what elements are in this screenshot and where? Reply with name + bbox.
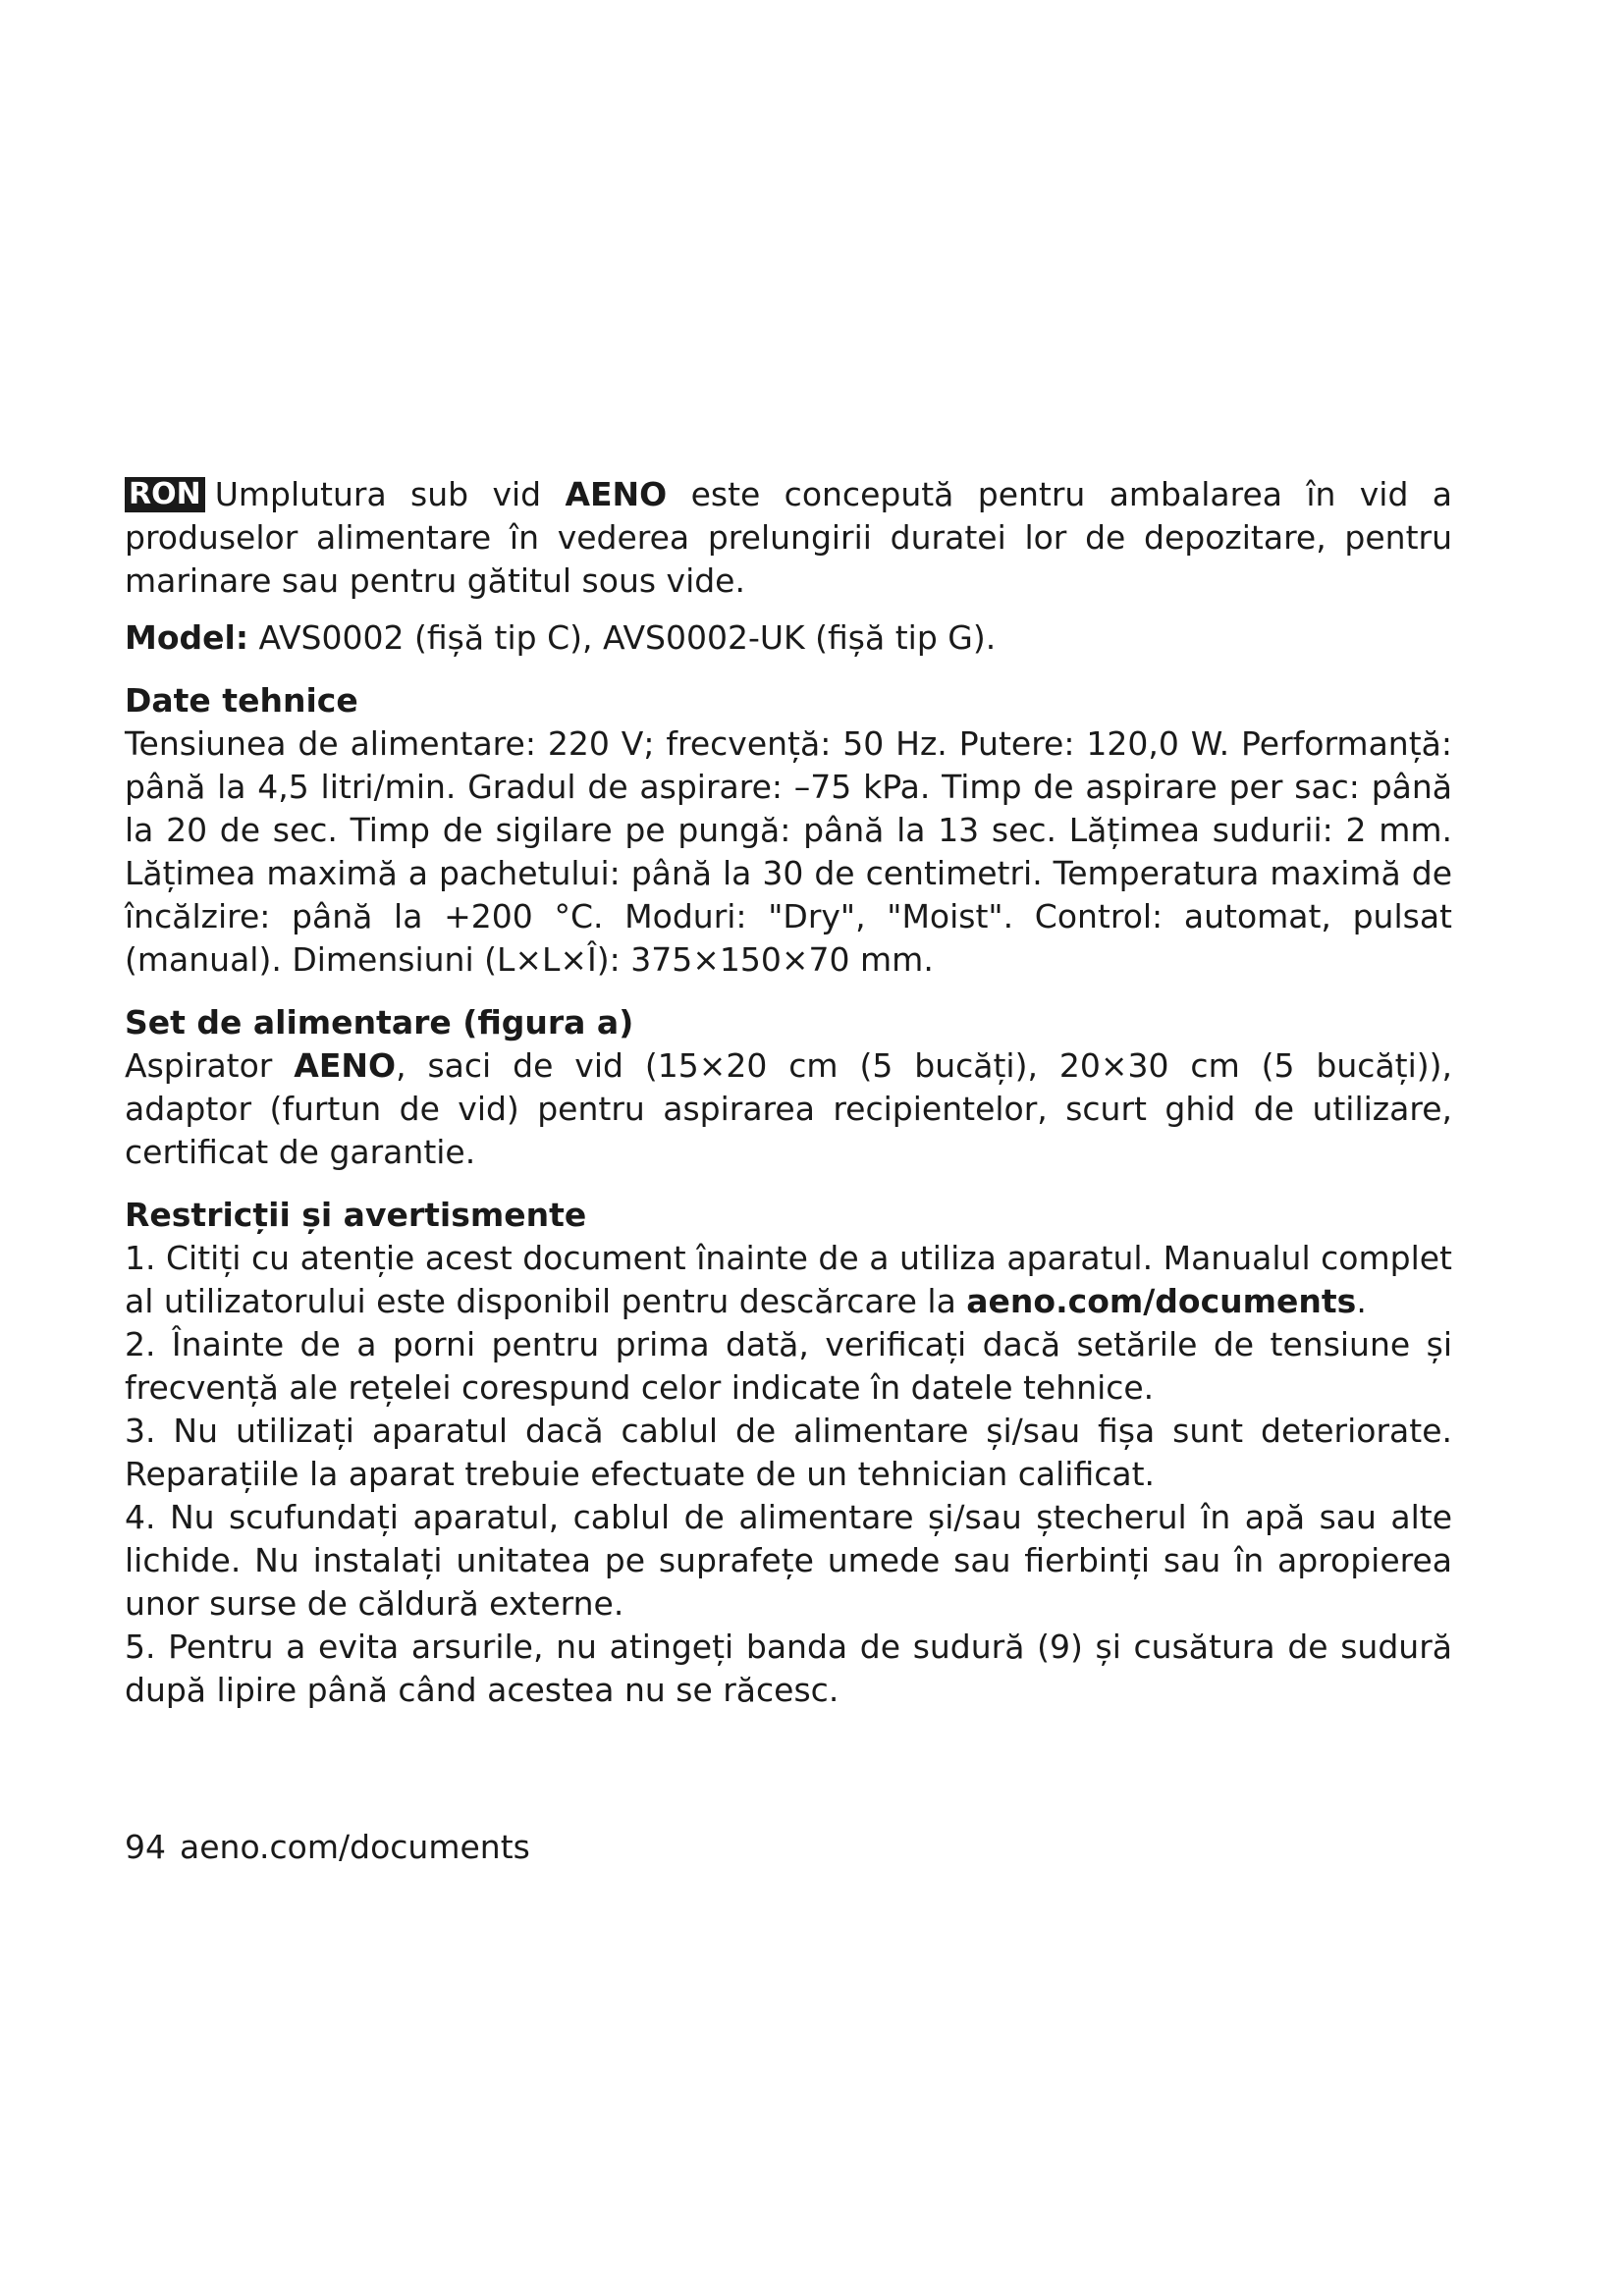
intro-text-start: Umplutura sub vid [214, 475, 566, 513]
set-paragraph [125, 1044, 1452, 1174]
set-text-start: Aspirator [125, 1046, 295, 1085]
restriction-item-1-text: 1. Citiți cu atenție acest document înainte de a utiliza aparatul. Manualul complet al utilizatorului este disponibil pentru descărcare la [125, 1239, 1452, 1320]
intro-paragraph [125, 473, 1452, 603]
restriction-item-1-end: . [1356, 1282, 1367, 1320]
restriction-item-3: 3. Nu utilizați aparatul dacă cablul de alimentare și/sau fișa sunt deteriorate. Reparațiile la aparat trebuie efectuate de un tehnician calificat. [125, 1412, 1452, 1493]
tech-paragraph: Tensiunea de alimentare: 220 V; frecvență: 50 Hz. Putere: 120,0 W. Performanță: până la 4,5 litri/min. Gradul de aspirare: –75 kPa. Timp de aspirare per sac: până la 20 de sec. Timp de sigilare pe pungă: până la 13 sec. Lățimea sudurii: 2 mm. Lățimea maximă a pachetului: până la 30 de centimetri. Temperatura maximă de încălzire: până la +200 °C. Moduri: "Dry", "Moist". Control: automat, pulsat (manual). Dimensiuni (L×L×Î): 375×150×70 mm. [125, 724, 1452, 979]
restriction-item-1 [125, 1237, 1452, 1323]
restriction-item-4: 4. Nu scufundați aparatul, cablul de alimentare și/sau ștecherul în apă sau alte lichide. Nu instalați unitatea pe suprafețe umede sau fierbinți sau în apropierea unor surse de căldură externe. [125, 1498, 1452, 1623]
documents-link[interactable]: aeno.com/documents [966, 1282, 1357, 1320]
restrictions-heading: Restricții și avertismente [125, 1196, 587, 1234]
set-brand: AENO [294, 1046, 397, 1085]
page-footer [125, 1826, 530, 1869]
intro-text-end: este concepută pentru ambalarea în vid a produselor alimentare în vederea prelungirii duratei lor de depozitare, pentru marinare sau pentru gătitul sous vide. [125, 475, 1452, 600]
page-number: 94 [125, 1828, 166, 1866]
restriction-item-5: 5. Pentru a evita arsurile, nu atingeți banda de sudură (9) și cusătura de sudură după lipire până când acestea nu se răcesc. [125, 1628, 1452, 1709]
set-heading: Set de alimentare (figura a) [125, 1003, 634, 1041]
model-value: AVS0002 (fișă tip C), AVS0002-UK (fișă tip G). [248, 618, 997, 657]
set-text-end: , saci de vid (15×20 cm (5 bucăți), 20×30 cm (5 bucăți)), adaptor (furtun de vid) pentru aspirarea recipientelor, scurt ghid de utilizare, certificat de garantie. [125, 1046, 1453, 1171]
language-badge: RON [125, 477, 205, 512]
model-label: Model: [125, 618, 249, 657]
intro-brand: AENO [565, 475, 668, 513]
document-body [125, 473, 1452, 1712]
tech-heading: Date tehnice [125, 681, 358, 720]
footer-url: aeno.com/documents [180, 1828, 530, 1866]
restriction-item-2: 2. Înainte de a porni pentru prima dată, verificați dacă setările de tensiune și frecvență ale rețelei corespund celor indicate în datele tehnice. [125, 1325, 1452, 1407]
model-line [125, 616, 1452, 660]
